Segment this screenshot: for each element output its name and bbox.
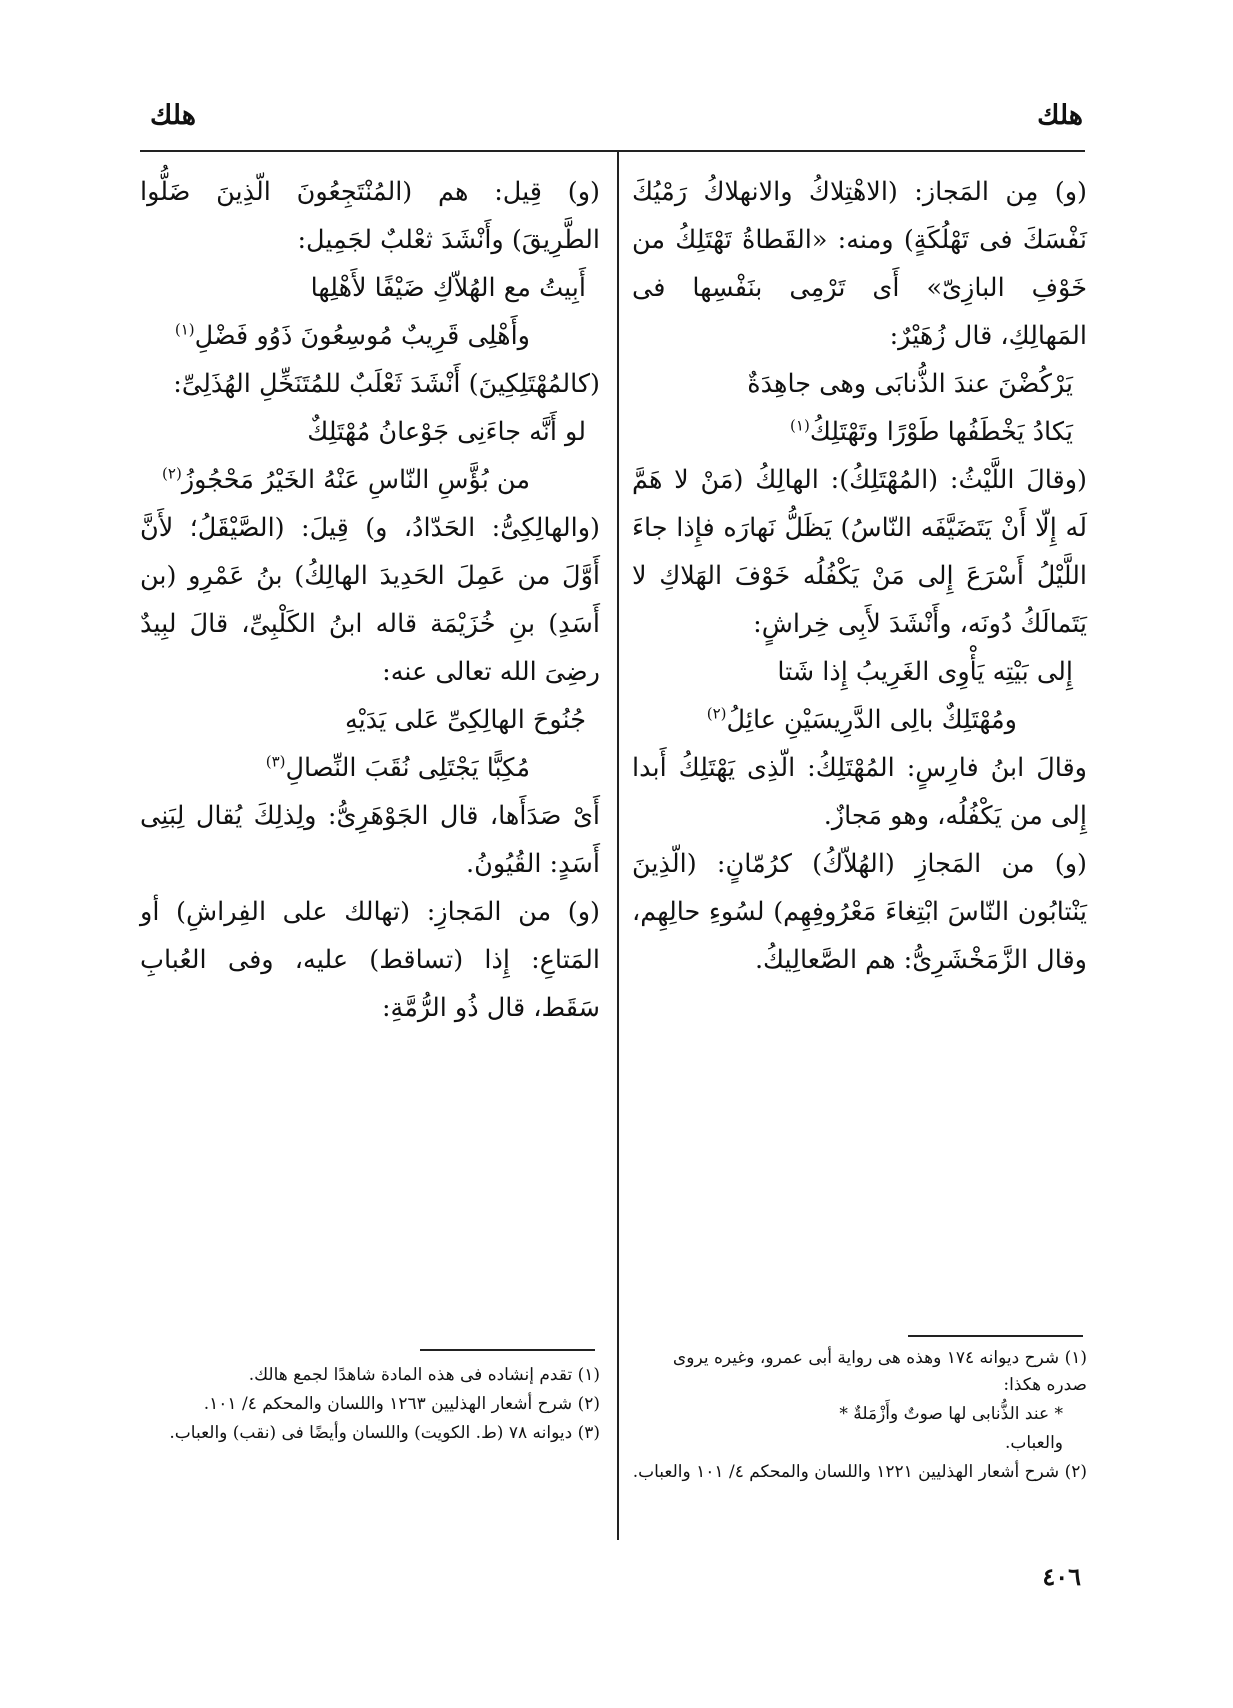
footnote-rule-left (420, 1349, 595, 1351)
left-column (140, 168, 600, 1032)
footnote: (١) تقدم إنشاده فى هذه المادة شاهدًا لجمع هالك. (248, 1365, 600, 1385)
footnote: والعباب. (1004, 1433, 1063, 1453)
verse-line: إِلى بَيْتِه يَأْوِى الغَرِيبُ إِذا شَتا (777, 657, 1073, 687)
paragraph: أَىْ صَدَأَها، قال الجَوْهَرِىُّ: ولِذلِكَ يُقال لِبَنِى أَسَدٍ: القُيُونُ. (140, 801, 600, 879)
verse-line: من بُؤَّسِ النّاسِ عَنْهُ الخَيْرُ مَحْجُوزُ$^{(٢)}$ (162, 464, 530, 495)
paragraph: (و) من المَجازِ: (تهالك على الفِراشِ) أو المَتاعِ: إِذا (تساقط) عليه، وفى العُبابِ سَقَط، قال ذُو الرُّمَّةِ: (140, 897, 600, 1023)
right-column (632, 168, 1087, 984)
footnotes-right (632, 1345, 1087, 1488)
footnote-marker: (١) (790, 416, 810, 435)
paragraph: (والهالِكِىُّ: الحَدّادُ، و) قِيلَ: (الصَّيْقَلُ؛ لأَنَّ أَوَّلَ من عَمِلَ الحَدِيدَ الهالِكُ) بنُ عَمْرِو (بن أَسَدِ) بنِ خُزَيْمَة قاله ابنُ الكَلْبِىِّ، قالَ لبِيدٌ رضِىَ الله تعالى عنه: (140, 513, 600, 687)
verse-line: وأَهْلِى قَرِيبٌ مُوسِعُونَ ذَوُو فَضْلِ$^{(١)}$ (174, 320, 530, 351)
footnote: (٢) شرح أشعار الهذليين ١٢٢١ واللسان والمحكم ٤/ ١٠١ والعباب. (632, 1462, 1087, 1482)
footnote-marker: (٢) (706, 704, 727, 723)
footnote: (١) شرح ديوانه ١٧٤ وهذه هى رواية أبى عمرو، وغيره يروى صدره هكذا: (672, 1348, 1087, 1395)
verse-line: أَبِيتُ مع الهُلاّكِ ضَيْفًا لأَهْلِها (310, 273, 586, 303)
paragraph: (و) قِيل: هم (المُنْتَجِعُونَ الّذِينَ ضَلُّوا الطَّرِيقَ) وأَنْشَدَ ثعْلبٌ لجَمِيل: (140, 177, 600, 255)
verse-line: يَرْكُضْنَ عندَ الذُّنابَى وهى جاهِدَةٌ (747, 369, 1073, 399)
running-head-right: هلك (1037, 100, 1083, 131)
running-head-left: هلك (150, 100, 196, 131)
footnote-rule-right (908, 1335, 1083, 1337)
verse-line: يَكادُ يَخْطَفُها طَوْرًا وتَهْتَلِكُ$^{(١)}$ (790, 416, 1073, 447)
paragraph: (وقالَ اللَّيْثُ: (المُهْتَلِكُ): الهالِكُ (مَنْ لا هَمَّ لَه إِلّا أَنْ يَتَضَيَّفَه النّاسُ) يَظَلُّ نَهارَه فإِذا جاءَ اللَّيْلُ أَسْرَعَ إِلى مَنْ يَكْفُلُه خَوْفَ الهَلاكِ لا يَتَمالَكُ دُونَه، وأَنْشَدَ لأَبِى خِراشٍ: (632, 465, 1087, 639)
verse-line: جُنُوحَ الهالِكِىِّ عَلى يَدَيْهِ (344, 705, 586, 735)
paragraph: (كالمُهْتَلِكِينَ) أَنْشَدَ ثَعْلَبٌ للمُتَنَخِّلِ الهُذَلِىِّ: (173, 369, 600, 399)
footnote-verse: * عند الذُّنابى لها صوتٌ وأَزْمَلةٌ * (839, 1404, 1063, 1424)
footnote: (٣) ديوانه ٧٨ (ط. الكويت) واللسان وأيضًا فى (نقب) والعباب. (169, 1423, 600, 1443)
verse-line: ومُهْتَلِكٌ بالِى الدَّرِيسَيْنِ عائِلُ$^{(٢)}$ (706, 704, 1017, 735)
footnotes-left (140, 1362, 600, 1449)
footnote-marker: (٢) (162, 464, 182, 483)
footnote: (٢) شرح أشعار الهذليين ١٢٦٣ واللسان والمحكم ٤/ ١٠١. (203, 1394, 600, 1414)
footnote-marker: (١) (174, 320, 195, 339)
paragraph: (و) من المَجازِ (الهُلاّكُ) كرُمّانٍ: (الّذِينَ يَنْتابُون النّاسَ ابْتِغاءَ مَعْرُوفِهِم) لسُوءِ حالِهِم، وقال الزَّمَخْشَرِىُّ: هم الصَّعالِيكُ. (632, 849, 1087, 975)
verse-line: مُكِبًّا يَجْتَلِى نُقَبَ النِّصالِ$^{(٣)}$ (265, 752, 530, 783)
verse-line: لو أَنَّه جاءَنِى جَوْعانُ مُهْتَلِكٌ (307, 417, 586, 447)
paragraph: (و) مِن المَجاز: (الاهْتِلاكُ والانهلاكُ رَمْيُكَ نَفْسَكَ فى تَهْلُكَةٍ) ومنه: «القَطاةُ تَهْتَلِكُ من خَوْفِ البازِىّ» أَى تَرْمِى بنَفْسِها فى المَهالِكِ، قال زُهَيْرٌ: (632, 177, 1087, 351)
header-rule (140, 150, 1085, 152)
column-divider (617, 150, 619, 1540)
page-number: ٤٠٦ (1042, 1562, 1081, 1591)
paragraph: وقالَ ابنُ فارِسٍ: المُهْتَلِكُ: الّذِى يَهْتَلِكُ أَبدا إِلى من يَكْفُلُه، وهو مَجازٌ. (632, 753, 1087, 831)
footnote-marker: (٣) (265, 752, 286, 771)
